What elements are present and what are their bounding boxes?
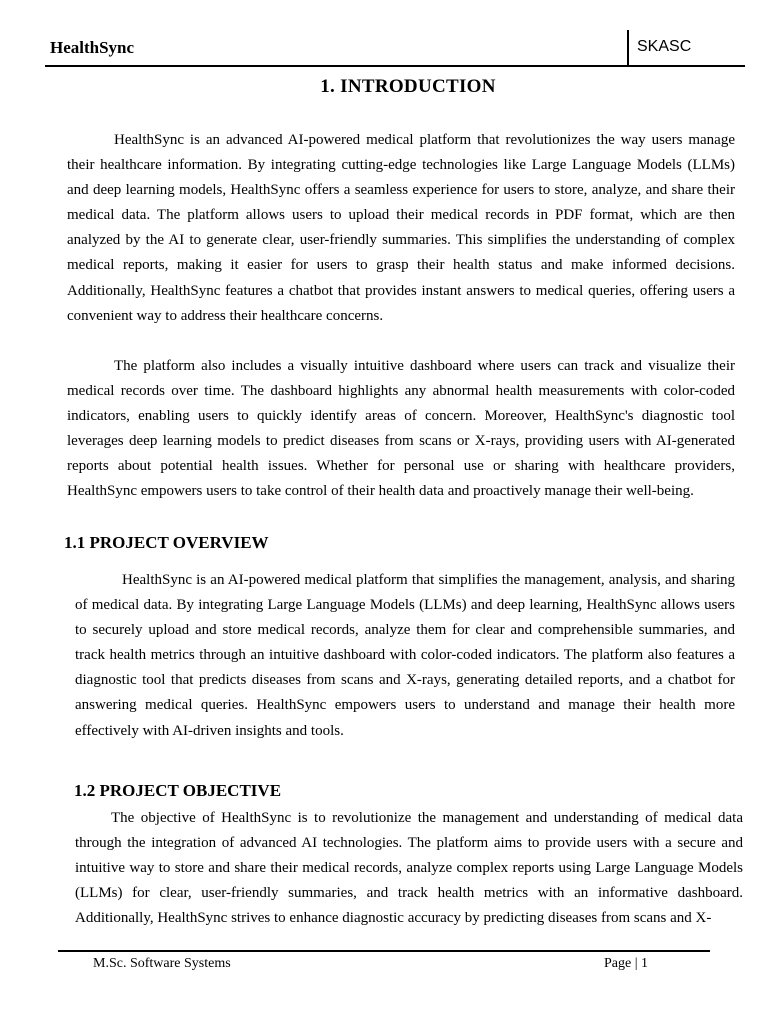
- intro-paragraph-2: The platform also includes a visually intuitive dashboard where users can track and visualize their medical records over time. The dashboard highlights any abnormal health measurements with color-coded indicators, enabling users to quickly identify areas of concern. Moreover, HealthSync's diagnostic tool leverages deep learning models to predict diseases from scans or X-rays, providing users with AI-generated reports about potential health issues. Whether for personal use or sharing with healthcare providers, HealthSync empowers users to take control of their health data and proactively manage their well-being.: [67, 358, 735, 500]
- footer-rule: [58, 950, 710, 952]
- footer-program: M.Sc. Software Systems: [93, 956, 231, 971]
- section-title-overview: 1.1 PROJECT OVERVIEW: [64, 533, 269, 552]
- intro-paragraph-1: HealthSync is an advanced AI-powered medical platform that revolutionizes the way users manage their healthcare information. By integrating cutting-edge technologies like Large Language Models (LLMs) and deep learning models, HealthSync offers a seamless experience for users to store, analyze, and share their medical data. The platform allows users to upload their medical records in PDF format, which are then analyzed by the AI to generate clear, user-friendly summaries. This simplifies the understanding of complex medical reports, making it easier for users to grasp their health status and make informed decisions. Additionally, HealthSync features a chatbot that provides instant answers to medical queries, offering users a convenient way to address their healthcare concerns.: [67, 132, 735, 324]
- section-title-objective: 1.2 PROJECT OBJECTIVE: [74, 781, 282, 800]
- header-title: HealthSync: [50, 38, 135, 57]
- header-institution: SKASC: [637, 38, 692, 55]
- overview-paragraph: HealthSync is an AI-powered medical platform that simplifies the management, analysis, and sharing of medical data. By integrating Large Language Models (LLMs) and deep learning, HealthSync allows users to securely upload and store medical records, analyze them for clear and comprehensible summaries, and track health metrics through an intuitive dashboard with color-coded indicators. The platform also features a diagnostic tool that predicts diseases from scans and X-rays, generating detailed reports, and a chatbot for answering medical queries. HealthSync empowers users to understand and manage their health more effectively with AI-driven insights and tools.: [75, 572, 735, 739]
- objective-paragraph: The objective of HealthSync is to revolutionize the management and understanding of medical data through the integration of advanced AI technologies. The platform aims to provide users with a secure and intuitive way to store and share their medical records, analyze complex reports using Large Language Models (LLMs) for clear, user-friendly summaries, and track health metrics with an informative dashboard. Additionally, HealthSync strives to enhance diagnostic accuracy by predicting diseases from scans and X-: [75, 810, 743, 927]
- footer-page-number: Page | 1: [604, 956, 649, 971]
- chapter-title: 1. INTRODUCTION: [320, 76, 496, 97]
